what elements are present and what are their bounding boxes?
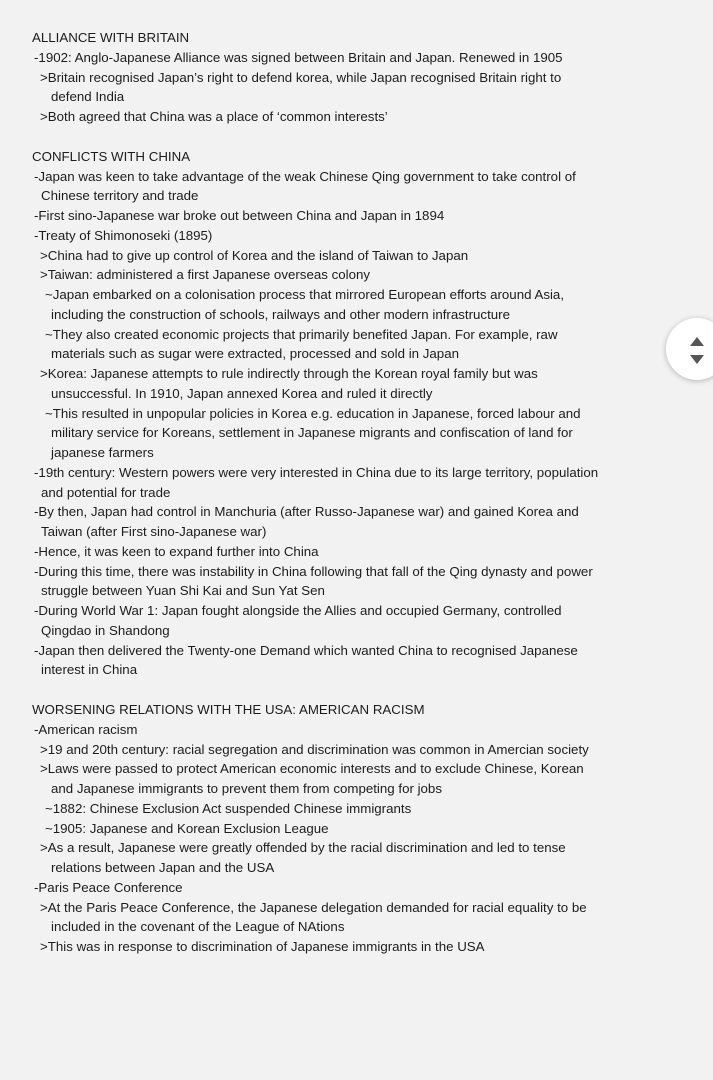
text-line: -American racism xyxy=(34,721,138,737)
section xyxy=(32,700,652,957)
text-line: -During World War 1: Japan fought alongside the Allies and occupied Germany, controlled xyxy=(34,603,562,618)
text-line: >China had to give up control of Korea and the island of Taiwan to Japan xyxy=(40,247,469,263)
text-line: -Japan was keen to take advantage of the weak Chinese Qing government to take control of xyxy=(34,168,576,184)
text-line: -Japan then delivered the Twenty-one Demand which wanted China to recognised Japanese xyxy=(34,642,578,658)
text-line: materials such as sugar were extracted, processed and sold in Japan xyxy=(51,346,459,362)
notes-document xyxy=(32,28,652,977)
text-line: including the construction of schools, railways and other modern infrastructure xyxy=(51,306,510,322)
text-line: and potential for trade xyxy=(41,484,171,500)
text-line: ~Japan embarked on a colonisation process that mirrored European efforts around Asia, xyxy=(45,287,565,302)
section xyxy=(32,28,652,127)
text-line: and Japanese immigrants to prevent them from competing for jobs xyxy=(51,781,442,796)
text-line: defend India xyxy=(51,89,125,105)
text-line: >Both agreed that China was a place of ‘common interests’ xyxy=(40,109,388,124)
text-line: >As a result, Japanese were greatly offended by the racial discrimination and led to tense xyxy=(40,840,566,856)
text-line: ~1882: Chinese Exclusion Act suspended Chinese immigrants xyxy=(45,800,412,816)
text-line: included in the covenant of the League of NAtions xyxy=(51,919,345,935)
text-line: struggle between Yuan Shi Kai and Sun Yat Sen xyxy=(41,583,325,599)
section-heading: WORSENING RELATIONS WITH THE USA: AMERICAN RACISM xyxy=(32,702,425,717)
text-line: relations between Japan and the USA xyxy=(51,860,275,875)
text-line: ~1905: Japanese and Korean Exclusion League xyxy=(45,820,329,836)
text-line: >Korea: Japanese attempts to rule indirectly through the Korean royal family but was xyxy=(40,366,538,381)
text-line: -Treaty of Shimonoseki (1895) xyxy=(34,227,213,243)
text-line: >Laws were passed to protect American economic interests and to exclude Chinese, Korean xyxy=(40,761,584,777)
text-line: >19 and 20th century: racial segregation and discrimination was common in Amercian society xyxy=(40,741,589,757)
text-line: japanese farmers xyxy=(51,445,154,460)
section-heading: CONFLICTS WITH CHINA xyxy=(32,148,191,164)
text-line: ~They also created economic projects that primarily benefited Japan. For example, raw xyxy=(45,326,558,342)
text-line: unsuccessful. In 1910, Japan annexed Korea and ruled it directly xyxy=(51,385,433,401)
text-line: interest in China xyxy=(41,662,138,678)
text-line: -Hence, it was keen to expand further into China xyxy=(34,543,319,559)
chevron-down-icon[interactable] xyxy=(690,355,704,364)
text-line: ~This resulted in unpopular policies in Korea e.g. education in Japanese, forced labour and xyxy=(45,405,581,421)
section xyxy=(32,147,652,680)
chevron-up-icon[interactable] xyxy=(690,337,704,346)
text-line: >At the Paris Peace Conference, the Japanese delegation demanded for racial equality to be xyxy=(40,899,587,915)
text-line: >This was in response to discrimination of Japanese immigrants in the USA xyxy=(40,939,485,954)
text-line: -19th century: Western powers were very interested in China due to its large territory, population xyxy=(34,464,599,480)
text-line: Taiwan (after First sino-Japanese war) xyxy=(41,524,267,539)
text-line: -First sino-Japanese war broke out between China and Japan in 1894 xyxy=(34,208,445,223)
text-line: military service for Koreans, settlement in Japanese migrants and confiscation of land for xyxy=(51,425,573,441)
section-heading: ALLIANCE WITH BRITAIN xyxy=(32,30,190,45)
text-line: Chinese territory and trade xyxy=(41,188,199,204)
text-line: -Paris Peace Conference xyxy=(34,879,183,895)
text-line: -During this time, there was instability in China following that fall of the Qing dynasty and power xyxy=(34,563,593,579)
text-line: >Britain recognised Japan’s right to defend korea, while Japan recognised Britain right to xyxy=(40,69,562,85)
text-line: -By then, Japan had control in Manchuria (after Russo-Japanese war) and gained Korea and xyxy=(34,504,579,520)
text-line: Qingdao in Shandong xyxy=(41,622,170,638)
text-line: -1902: Anglo-Japanese Alliance was signed between Britain and Japan. Renewed in 1905 xyxy=(34,49,563,65)
text-line: >Taiwan: administered a first Japanese overseas colony xyxy=(40,267,371,283)
